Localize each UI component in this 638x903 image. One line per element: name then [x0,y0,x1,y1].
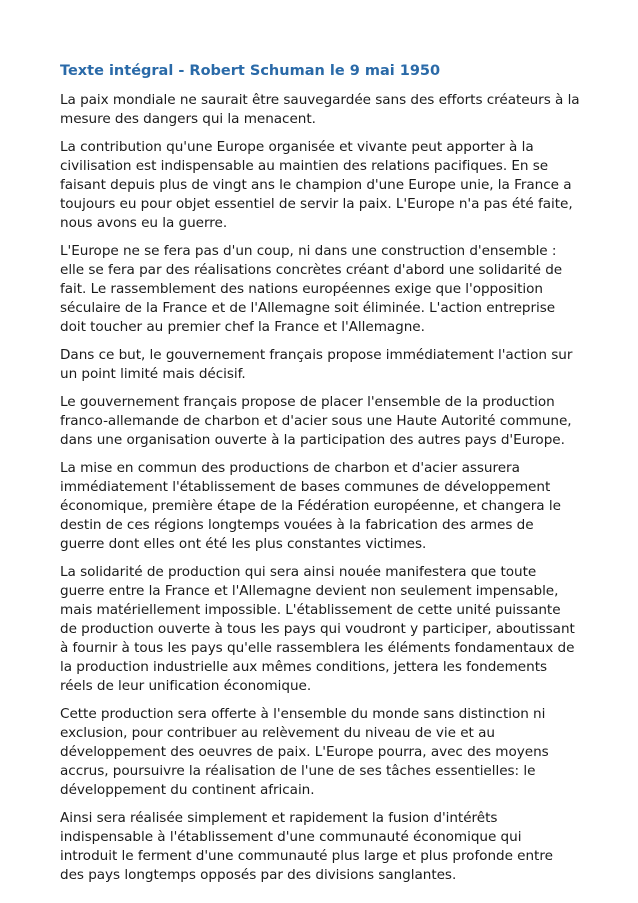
paragraph-6: La mise en commun des productions de charbon et d'acier assurera immédiatement l'établissement de bases communes de développement économique, première étape de la Fédération européenne, et changera le destin de ces régions longtemps vouées à la fabrication des armes de guerre dont elles ont été les plus constantes victimes. [60,460,561,552]
paragraph-4: Dans ce but, le gouvernement français propose immédiatement l'action sur un point limité mais décisif. [60,347,573,382]
document-title: Texte intégral - Robert Schuman le 9 mai 1950 [60,63,441,79]
paragraph-5: Le gouvernement français propose de placer l'ensemble de la production franco-allemande de charbon et d'acier sous une Haute Autorité commune, dans une organisation ouverte à la participation des autres pays d'Europe. [60,394,572,448]
paragraph-7: La solidarité de production qui sera ainsi nouée manifestera que toute guerre entre la France et l'Allemagne devient non seulement impensable, mais matériellement impossible. L'établissement de cette unité puissante de production ouverte à tous les pays qui voudront y participer, aboutissant à fournir à tous les pays qu'elle rassemblera les éléments fondamentaux de la production industrielle aux mêmes conditions, jettera les fondements réels de leur unification économique. [60,564,575,694]
paragraph-8: Cette production sera offerte à l'ensemble du monde sans distinction ni exclusion, pour contribuer au relèvement du niveau de vie et au développement des oeuvres de paix. L'Europe pourra, avec des moyens accrus, poursuivre la réalisation de l'une de ses tâches essentielles: le développement du continent africain. [60,706,549,798]
paragraph-1: La paix mondiale ne saurait être sauvegardée sans des efforts créateurs à la mesure des dangers qui la menacent. [60,92,580,127]
paragraph-3: L'Europe ne se fera pas d'un coup, ni dans une construction d'ensemble : elle se fera par des réalisations concrètes créant d'abord une solidarité de fait. Le rassemblement des nations européennes exige que l'opposition séculaire de la France et de l'Allemagne soit éliminée. L'action entreprise doit toucher au premier chef la France et l'Allemagne. [60,243,563,335]
document-body [60,60,580,894]
paragraph-2: La contribution qu'une Europe organisée et vivante peut apporter à la civilisation est indispensable au maintien des relations pacifiques. En se faisant depuis plus de vingt ans le champion d'une Europe unie, la France a toujours eu pour objet essentiel de servir la paix. L'Europe n'a pas été faite, nous avons eu la guerre. [60,139,573,231]
paragraph-9: Ainsi sera réalisée simplement et rapidement la fusion d'intérêts indispensable à l'établissement d'une communauté économique qui introduit le ferment d'une communauté plus large et plus profonde entre des pays longtemps opposés par des divisions sanglantes. [60,810,553,883]
